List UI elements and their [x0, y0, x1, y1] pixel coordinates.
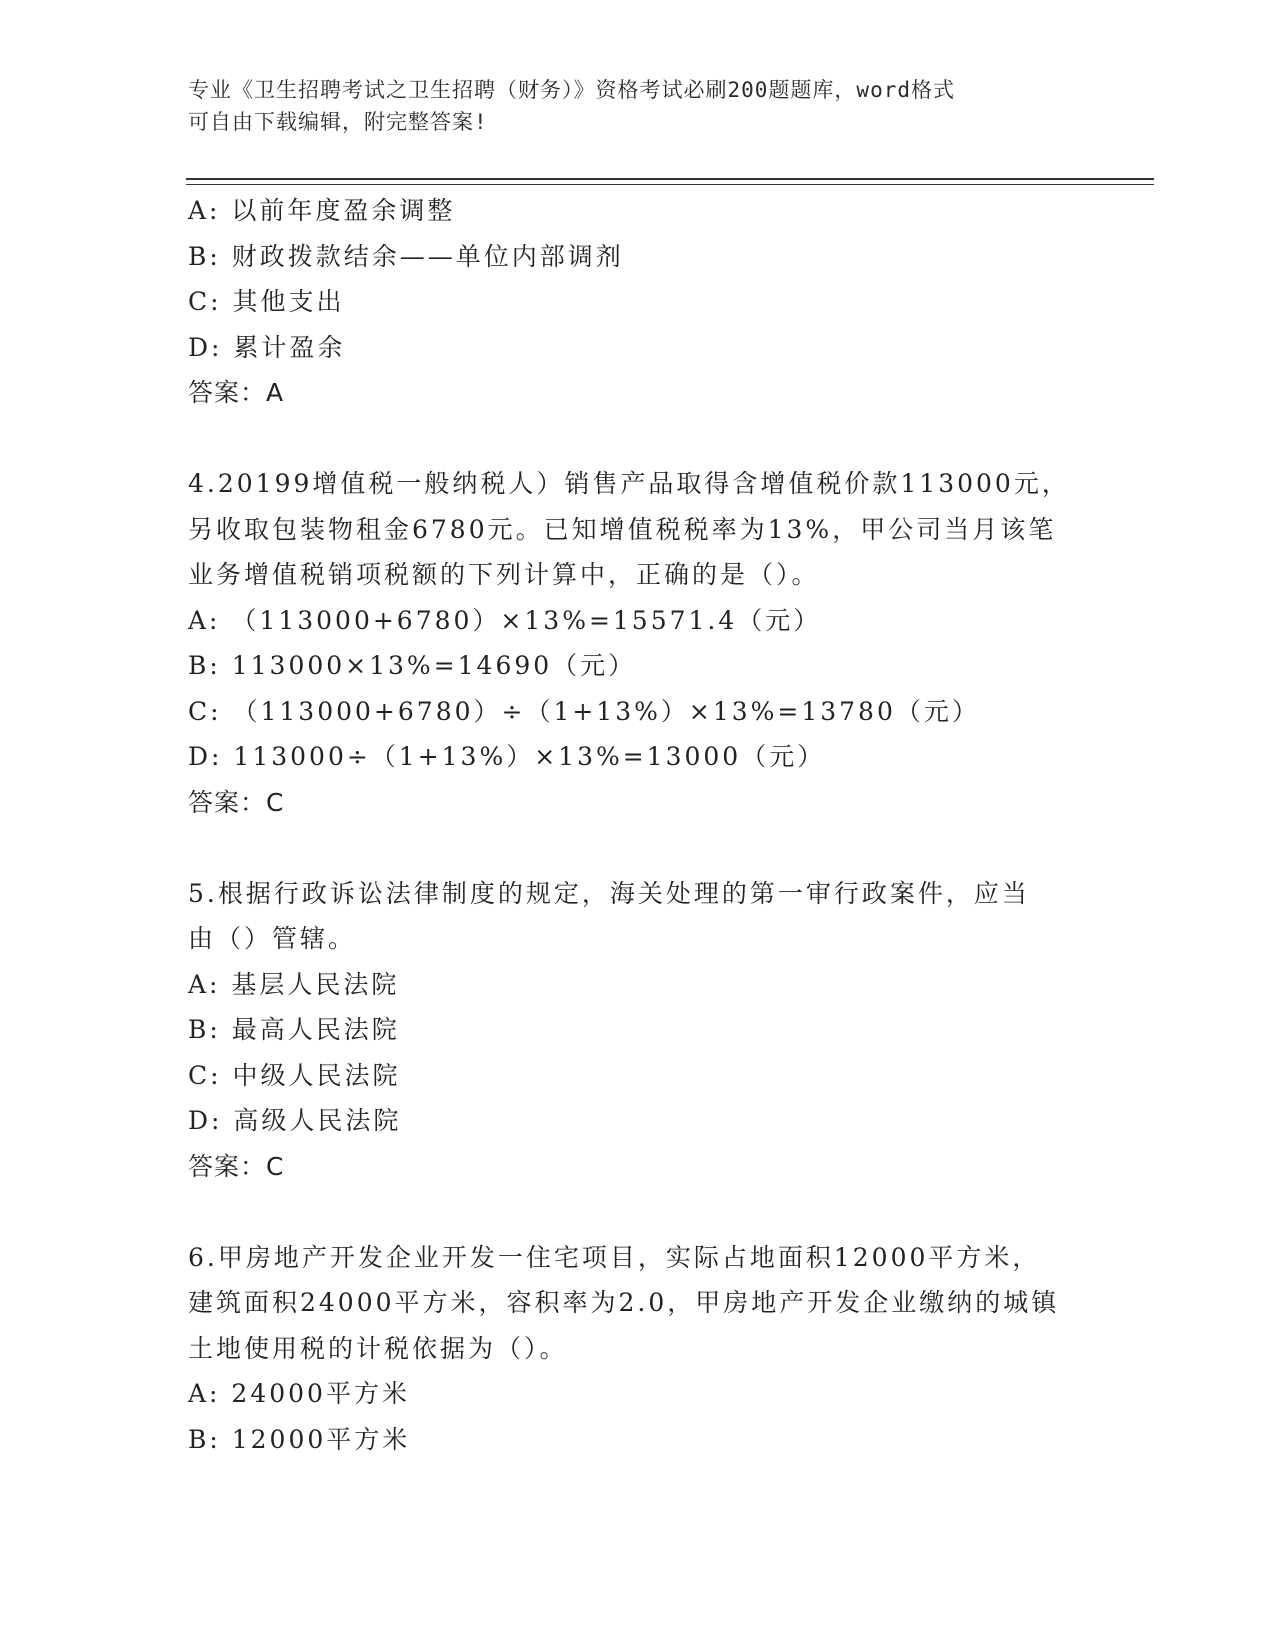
header-line-2: 可自由下载编辑，附完整答案!: [188, 110, 488, 134]
option-b: B: 最高人民法院: [188, 1015, 400, 1044]
option-a: A: 以前年度盈余调整: [188, 196, 456, 225]
option-c: C: （113000+6780）÷（1+13%）×13%=13780（元）: [188, 696, 980, 726]
question-stem-line: 由（）管辖。: [188, 924, 357, 953]
option-c: C: 其他支出: [188, 287, 345, 316]
question-list: [188, 188, 1088, 1462]
question-stem-line: 6.甲房地产开发企业开发一住宅项目，实际占地面积12000平方米，: [188, 1242, 1041, 1272]
answer-text: 答案：C: [188, 1151, 285, 1181]
option-d: D: 113000÷（1+13%）×13%=13000（元）: [188, 742, 826, 771]
option-b: B: 财政拨款结余——单位内部调剂: [188, 241, 624, 271]
document-header: [188, 74, 1068, 138]
answer-text: 答案：A: [188, 378, 285, 407]
option-d: D: 累计盈余: [188, 332, 346, 362]
option-a: A: 基层人民法院: [188, 969, 400, 999]
question-spacer: [188, 1189, 1088, 1235]
header-divider-thin: [186, 184, 1154, 185]
question-stem-line: 建筑面积24000平方米，容积率为2.0，甲房地产开发企业缴纳的城镇: [188, 1288, 1060, 1317]
header-line-1: 专业《卫生招聘考试之卫生招聘（财务）》资格考试必刷200题题库，word格式: [188, 78, 955, 102]
option-d: D: 高级人民法院: [188, 1106, 402, 1135]
question-3: [188, 188, 1088, 416]
option-b: B: 12000平方米: [188, 1424, 411, 1454]
question-spacer: [188, 416, 1088, 462]
question-stem-line: 另收取包装物租金6780元。已知增值税税率为13%，甲公司当月该笔: [188, 514, 1057, 544]
header-divider-thick: [186, 178, 1154, 180]
option-c: C: 中级人民法院: [188, 1060, 401, 1090]
option-a: A: （113000+6780）×13%=15571.4（元）: [188, 605, 822, 635]
option-a: A: 24000平方米: [188, 1379, 410, 1408]
question-stem-line: 土地使用税的计税依据为（）。: [188, 1333, 568, 1363]
question-4: [188, 461, 1088, 825]
question-spacer: [188, 825, 1088, 871]
question-stem-line: 业务增值税销项税额的下列计算中，正确的是（）。: [188, 560, 820, 589]
option-b: B: 113000×13%=14690（元）: [188, 651, 637, 680]
question-6: [188, 1235, 1088, 1463]
answer-text: 答案：C: [188, 787, 285, 817]
question-5: [188, 871, 1088, 1190]
question-stem-line: 5.根据行政诉讼法律制度的规定，海关处理的第一审行政案件，应当: [188, 878, 1030, 908]
question-stem-line: 4.20199增值税一般纳税人）销售产品取得含增值税价款113000元，: [188, 469, 1070, 498]
